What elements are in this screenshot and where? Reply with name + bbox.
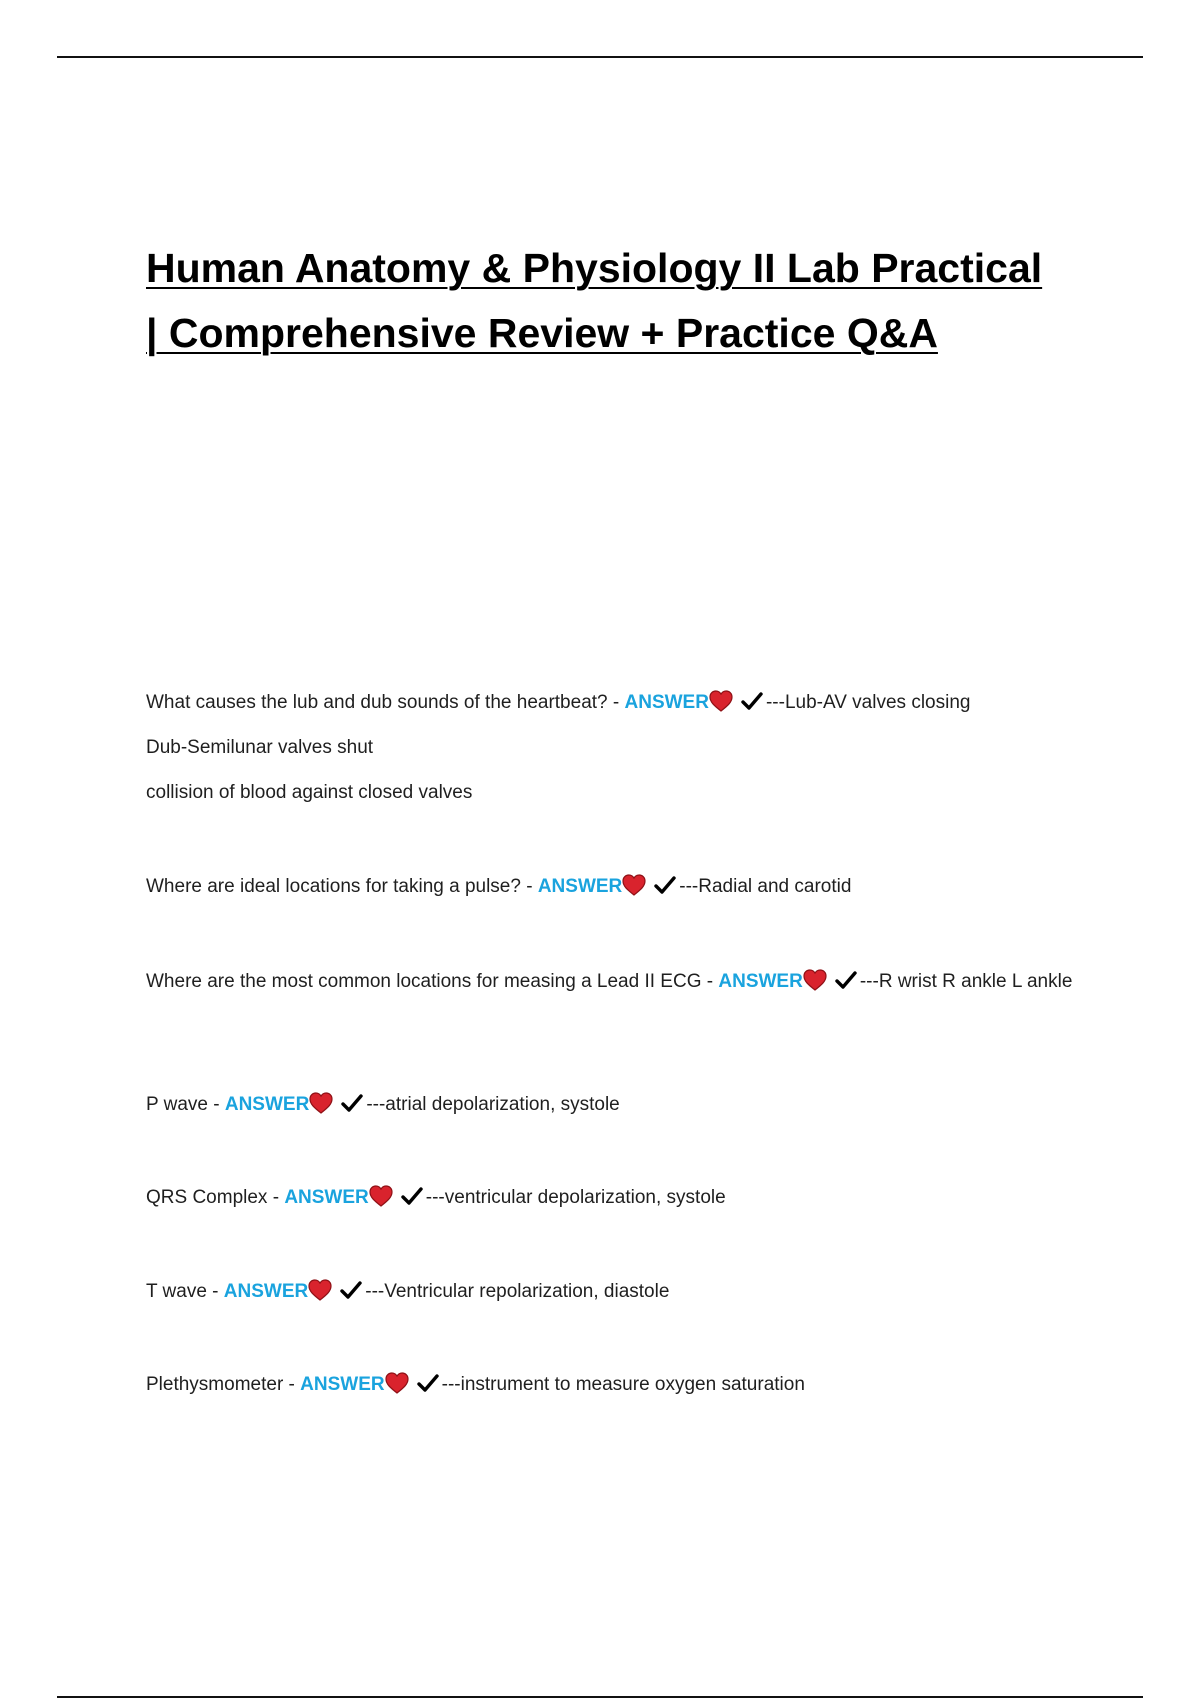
separator: - — [607, 692, 625, 713]
separator: - — [283, 1374, 301, 1395]
qa-item — [146, 1184, 1076, 1212]
qa-item — [146, 873, 1076, 901]
answer-text: ventricular depolarization, systole — [444, 1187, 726, 1208]
answer-prefix: --- — [679, 876, 699, 897]
answer-label: ANSWER — [537, 876, 623, 897]
title-line-2: | Comprehensive Review + Practice Q&A — [146, 310, 938, 356]
answer-prefix: --- — [765, 692, 785, 713]
heart-icon — [803, 969, 827, 991]
title-line-1: Human Anatomy & Physiology II Lab Practical — [146, 245, 1043, 291]
heart-icon — [709, 690, 733, 712]
answer-label: ANSWER — [624, 692, 709, 713]
separator: - — [207, 1094, 225, 1115]
separator: - — [520, 876, 538, 897]
question-text: Plethysmometer — [146, 1374, 284, 1395]
heart-icon — [369, 1185, 393, 1207]
answer-prefix: --- — [441, 1374, 461, 1395]
qa-item — [146, 968, 1076, 996]
document-title — [146, 236, 1076, 366]
question-text: What causes the lub and dub sounds of the heartbeat? — [146, 692, 608, 713]
answer-extra-line: Dub-Semilunar valves shut — [146, 737, 374, 758]
footer-rule — [57, 1696, 1143, 1698]
check-icon — [417, 1373, 439, 1393]
answer-text: Ventricular repolarization, diastole — [384, 1281, 670, 1302]
check-icon — [654, 875, 676, 895]
answer-prefix: --- — [425, 1187, 445, 1208]
qa-row — [146, 1371, 1076, 1399]
heart-icon — [622, 874, 646, 896]
heart-icon — [308, 1279, 332, 1301]
check-icon — [341, 1093, 363, 1113]
answer-label: ANSWER — [223, 1281, 309, 1302]
question-text: Where are ideal locations for taking a pulse? — [146, 876, 521, 897]
check-icon — [835, 970, 857, 990]
heart-icon — [385, 1372, 409, 1394]
answer-label: ANSWER — [224, 1094, 310, 1115]
check-icon — [401, 1186, 423, 1206]
separator: - — [267, 1187, 285, 1208]
check-icon — [741, 691, 763, 711]
question-text: Where are the most common locations for measing a Lead II ECG — [146, 971, 702, 992]
header-rule — [57, 56, 1143, 58]
answer-prefix: --- — [365, 1281, 385, 1302]
question-text: P wave — [146, 1094, 208, 1115]
qa-item — [146, 689, 1076, 807]
qa-row — [146, 1091, 1076, 1119]
answer-text: Lub-AV valves closing — [784, 692, 971, 713]
qa-row — [146, 1278, 1076, 1306]
answer-prefix: --- — [859, 971, 879, 992]
qa-row — [146, 968, 1076, 996]
qa-row — [146, 689, 1076, 717]
separator: - — [701, 971, 719, 992]
answer-text: atrial depolarization, systole — [385, 1094, 620, 1115]
qa-item — [146, 1278, 1076, 1306]
qa-item — [146, 1091, 1076, 1119]
answer-text: R wrist R ankle L ankle — [878, 971, 1073, 992]
answer-text: Radial and carotid — [698, 876, 852, 897]
question-text: T wave — [146, 1281, 207, 1302]
answer-label: ANSWER — [284, 1187, 369, 1208]
answer-label: ANSWER — [300, 1374, 385, 1395]
check-icon — [340, 1280, 362, 1300]
heart-icon — [309, 1092, 333, 1114]
qa-row — [146, 873, 1076, 901]
qa-row — [146, 1184, 1076, 1212]
answer-extra-line: collision of blood against closed valves — [146, 782, 473, 803]
question-text: QRS Complex — [146, 1187, 268, 1208]
answer-prefix: --- — [366, 1094, 386, 1115]
separator: - — [206, 1281, 224, 1302]
answer-label: ANSWER — [718, 971, 803, 992]
qa-item — [146, 1371, 1076, 1399]
answer-text: instrument to measure oxygen saturation — [460, 1374, 805, 1395]
